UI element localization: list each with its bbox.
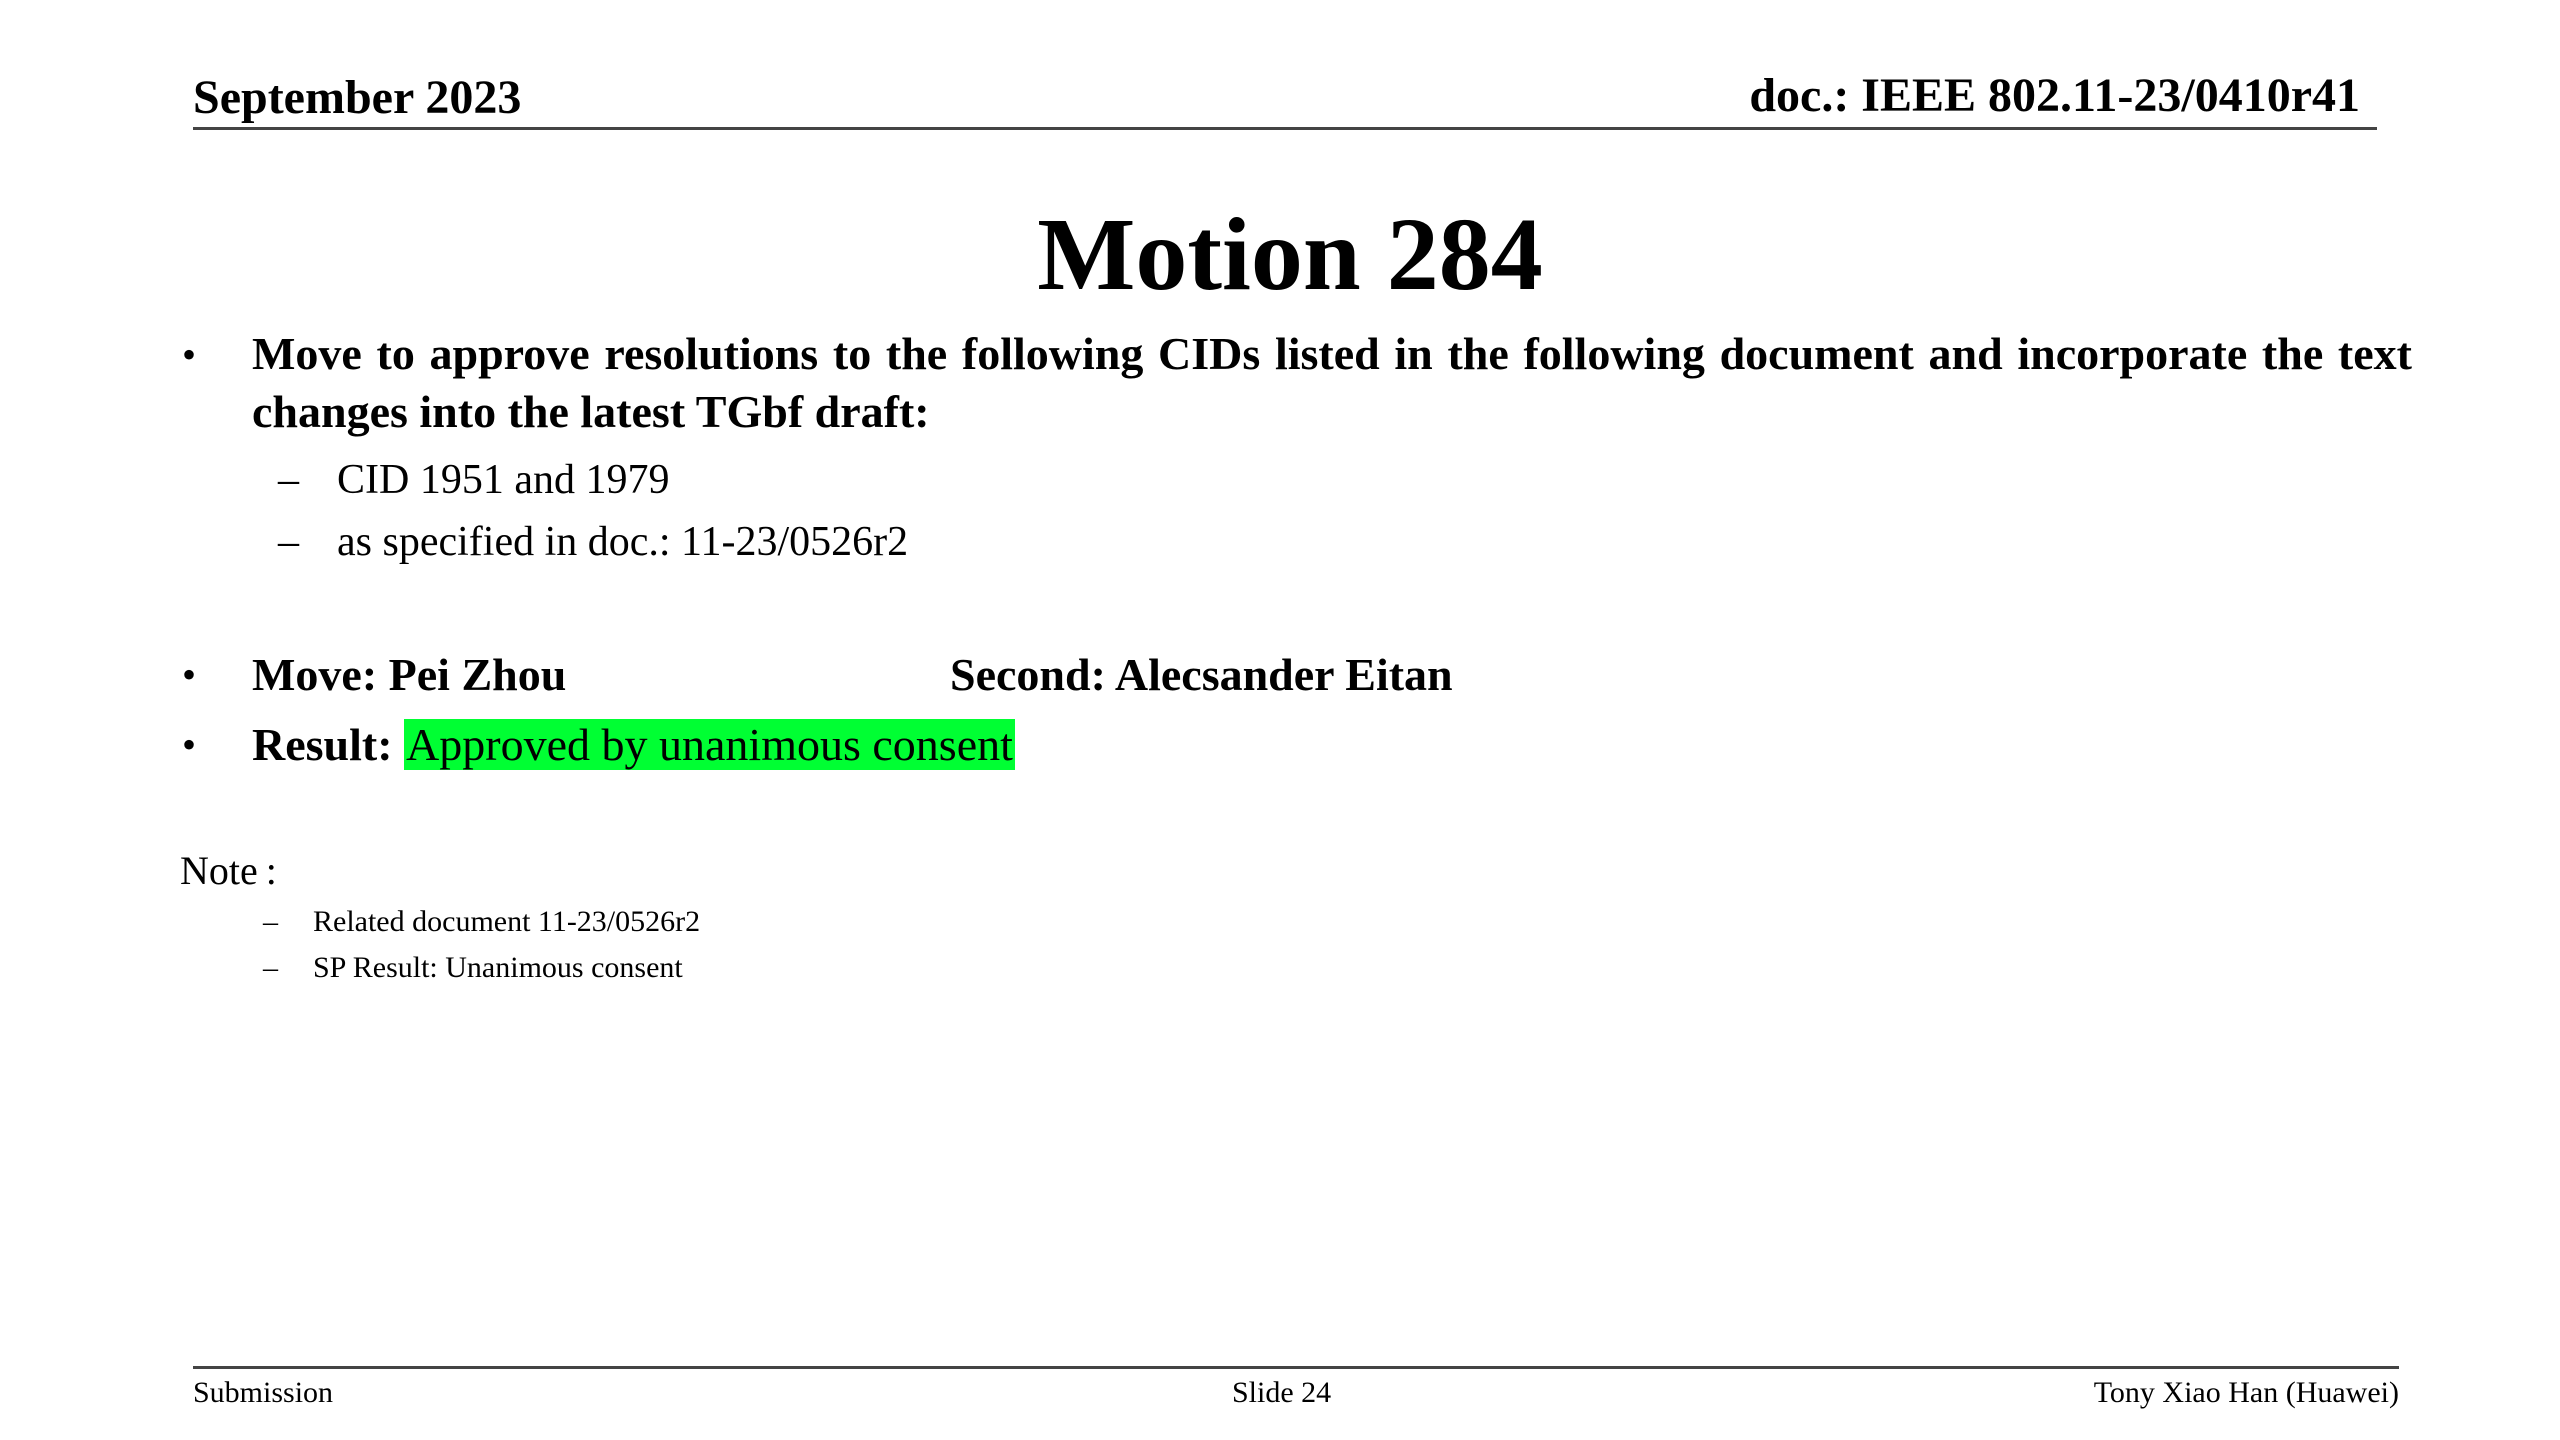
- motion-text: Move to approve resolutions to the following CIDs listed in the following document and incorporate the text changes into the latest TGbf draft:: [252, 328, 2412, 437]
- seconder: Second: Alecsander Eitan: [950, 649, 1453, 700]
- footer-slide-number: Slide 24: [1232, 1376, 1332, 1409]
- slide-title: Motion 284: [1037, 197, 1543, 312]
- sub-item-cids: CID 1951 and 1979: [337, 457, 670, 503]
- result-label: Result:: [252, 719, 393, 770]
- bullet-marker: •: [182, 652, 197, 697]
- result-line: [252, 715, 1015, 775]
- sub-item-doc: as specified in doc.: 11-23/0526r2: [337, 519, 909, 565]
- header-doc-id: doc.: IEEE 802.11-23/0410r41: [1749, 69, 2360, 122]
- header-divider: [193, 127, 2377, 130]
- result-value-highlight: Approved by unanimous consent: [406, 719, 1013, 770]
- mover: Move: Pei Zhou: [252, 649, 567, 700]
- sub-item-dash: –: [278, 519, 299, 565]
- note-item-related-doc: Related document 11-23/0526r2: [313, 905, 701, 938]
- footer-divider: [193, 1366, 2399, 1369]
- bullet-marker: •: [182, 332, 197, 377]
- note-label: Note :: [180, 848, 277, 893]
- sub-item-dash: –: [278, 457, 299, 503]
- note-item-dash: –: [263, 905, 278, 938]
- header-date: September 2023: [193, 71, 522, 124]
- bullet-marker: •: [182, 722, 197, 767]
- footer-author: Tony Xiao Han (Huawei): [2093, 1376, 2399, 1409]
- footer-submission: Submission: [193, 1376, 334, 1409]
- note-item-sp-result: SP Result: Unanimous consent: [313, 951, 683, 984]
- note-item-dash: –: [263, 951, 278, 984]
